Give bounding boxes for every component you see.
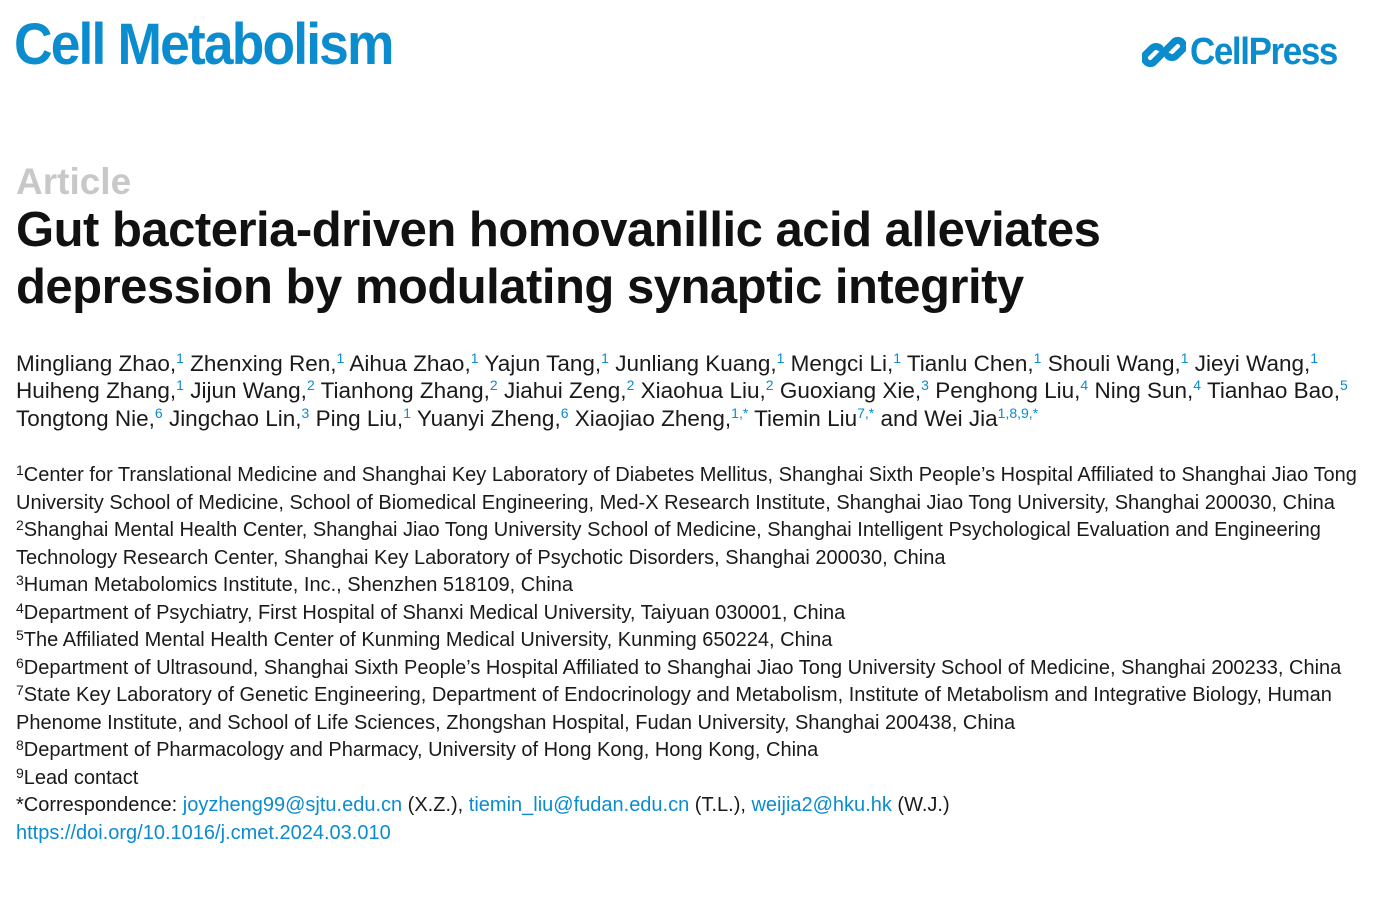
author — [190, 378, 315, 403]
affiliation — [16, 517, 1376, 572]
affiliation-number: 5 — [16, 627, 24, 643]
author-name: Xiaohua Liu — [640, 378, 760, 404]
author-name: and Wei Jia — [880, 405, 998, 431]
journal-name: Cell Metabolism — [14, 12, 393, 77]
author-name: Shouli Wang — [1047, 351, 1175, 376]
affiliation-text: Department of Pharmacology and Pharmacy, University of Hong Kong, Hong Kong, China — [23, 739, 819, 761]
author-separator: , — [1027, 351, 1034, 376]
author-affiliation-ref[interactable]: 1 — [470, 350, 479, 366]
author-affiliation-ref[interactable]: 4 — [1193, 377, 1202, 394]
author-separator: , — [483, 378, 490, 404]
author-name: Jiahui Zeng — [503, 378, 621, 404]
author-affiliation-ref[interactable]: 2 — [306, 377, 315, 394]
email-link-w-jia[interactable]: weijia2@hku.hk — [751, 794, 892, 816]
author-separator: , — [300, 378, 307, 404]
affiliation-number: 3 — [16, 572, 24, 588]
author-separator: , — [554, 405, 561, 431]
author-name: Tianhao Bao — [1206, 378, 1334, 404]
affiliation-number: 9 — [16, 764, 24, 781]
author-name: Penghong Liu — [935, 378, 1075, 404]
email-link-t-liu[interactable]: tiemin_liu@fudan.edu.cn — [468, 794, 690, 816]
affiliation-number: 4 — [16, 599, 24, 616]
affiliation-number: 1 — [16, 462, 24, 478]
author-name: Zhenxing Ren — [190, 351, 331, 376]
author — [321, 378, 498, 403]
author — [1195, 351, 1318, 376]
affiliation-text: Human Metabolomics Institute, Inc., Shenzhen 518109, China — [23, 574, 574, 596]
cellpress-logo-icon — [1142, 30, 1186, 74]
author — [190, 351, 344, 376]
author-affiliation-ref[interactable]: 1 — [776, 350, 785, 366]
author-affiliation-ref[interactable]: 3 — [301, 404, 310, 421]
author-name: Jieyi Wang — [1194, 351, 1305, 376]
affiliation-number: 8 — [16, 737, 24, 753]
author-separator: , — [1074, 378, 1081, 404]
affiliations-block — [16, 462, 1376, 847]
author-separator: , — [1333, 378, 1340, 404]
affiliation-text: Shanghai Mental Health Center, Shanghai Jiao Tong University School of Medicine, Shanghai Intelligent Psychological Evaluation and Engineering Technology Research Center, Shanghai Key Laboratory of Psychotic Disorders, Shanghai 200030, China — [16, 519, 1321, 569]
author-separator: , — [886, 351, 894, 376]
author-affiliation-ref[interactable]: 1 — [1033, 350, 1042, 366]
author — [754, 406, 874, 431]
author — [417, 406, 569, 431]
author — [791, 351, 901, 376]
author — [880, 406, 1038, 431]
author — [16, 351, 184, 376]
author-separator: , — [759, 378, 766, 404]
author-name: Tongtong Nie — [16, 405, 149, 431]
author — [504, 378, 634, 403]
author-separator: , — [594, 351, 602, 376]
affiliation-number: 2 — [16, 517, 24, 533]
author-separator: , — [620, 378, 627, 404]
author-separator: , — [330, 351, 337, 376]
affiliation — [16, 655, 1376, 683]
author — [1048, 351, 1189, 376]
author — [907, 351, 1042, 376]
author-affiliation-ref[interactable]: 1 — [893, 350, 902, 366]
author-affiliation-ref[interactable]: 1 — [403, 404, 411, 421]
author-name: Jingchao Lin — [168, 405, 296, 431]
author-affiliation-ref[interactable]: 2 — [765, 377, 774, 394]
author-separator: , — [914, 378, 922, 404]
email-initials: (T.L.), — [689, 794, 752, 816]
affiliation — [16, 627, 1376, 655]
author-separator: , — [396, 405, 404, 431]
author-name: Aihua Zhao — [349, 351, 465, 376]
correspondence — [16, 792, 1376, 820]
author-affiliation-ref[interactable]: 7,* — [857, 404, 875, 421]
author-separator: , — [1174, 351, 1181, 376]
author-name: Yajun Tang — [484, 351, 595, 376]
author-affiliation-ref[interactable]: 1,* — [731, 404, 749, 421]
correspondence-label: Correspondence: — [23, 794, 183, 816]
author-separator: , — [1187, 378, 1194, 404]
affiliation — [16, 600, 1376, 628]
author — [575, 406, 749, 431]
author-name: Junliang Kuang — [615, 351, 771, 376]
author-affiliation-ref[interactable]: 6 — [154, 404, 163, 421]
author-separator: , — [169, 378, 177, 404]
author — [169, 406, 309, 431]
author — [349, 351, 478, 376]
author-name: Jijun Wang — [190, 378, 301, 404]
author-name: Huiheng Zhang — [16, 378, 170, 404]
doi-line — [16, 820, 1376, 848]
affiliation-text: State Key Laboratory of Genetic Engineering, Department of Endocrinology and Metabolism, Institute of Metabolism and Integrative Biology, Human Phenome Institute, and School of Life Sciences, Zhongshan Hospital, Fudan University, Shanghai 200438, China — [16, 684, 1332, 734]
author-name: Guoxiang Xie — [779, 378, 915, 404]
author-name: Tianlu Chen — [906, 351, 1028, 376]
author-affiliation-ref[interactable]: 6 — [560, 404, 569, 421]
doi-link[interactable]: https://doi.org/10.1016/j.cmet.2024.03.010 — [16, 821, 391, 844]
author-name: Tianhong Zhang — [320, 378, 484, 404]
author-affiliation-ref[interactable]: 1 — [176, 350, 184, 366]
correspondence-mark: * — [16, 794, 24, 816]
author-affiliation-ref[interactable]: 1 — [336, 350, 345, 366]
affiliation-number: 6 — [16, 654, 24, 671]
author — [780, 378, 929, 403]
author — [484, 351, 609, 376]
affiliation — [16, 462, 1376, 517]
author-affiliation-ref[interactable]: 1 — [176, 377, 184, 394]
author-separator: , — [295, 405, 302, 431]
affiliation-number: 7 — [16, 682, 24, 698]
author-name: Tiemin Liu — [754, 405, 858, 431]
author-name: Xiaojiao Zheng — [574, 405, 725, 431]
author-separator: , — [169, 351, 177, 376]
author-affiliation-ref[interactable]: 1 — [601, 350, 609, 366]
author — [641, 378, 774, 403]
affiliation-text: Lead contact — [23, 766, 139, 789]
affiliation-text: Center for Translational Medicine and Shanghai Key Laboratory of Diabetes Mellitus, Shanghai Sixth People’s Hospital Affiliated to Shanghai Jiao Tong University School of Medicine, School of Biomedical Engineering, Med-X Research Institute, Shanghai Jiao Tong University, Shanghai 200030, China — [16, 464, 1357, 514]
author-name: Mengci Li — [790, 351, 887, 376]
author-affiliation-ref[interactable]: 3 — [921, 377, 929, 394]
affiliation-list — [16, 462, 1376, 792]
publisher-name: CellPress — [1190, 31, 1337, 73]
author — [1207, 378, 1348, 403]
affiliation — [16, 572, 1376, 600]
email-initials: (W.J.) — [891, 794, 950, 816]
author-name: Ning Sun — [1094, 378, 1188, 404]
email-link-x-zheng[interactable]: joyzheng99@sjtu.edu.cn — [182, 794, 403, 816]
author-separator: , — [464, 351, 471, 376]
author-name: Ping Liu — [315, 405, 397, 431]
author-affiliation-ref[interactable]: 1,8,9,* — [997, 404, 1039, 421]
author-separator: , — [724, 405, 732, 431]
author — [16, 378, 184, 403]
affiliation-text: Department of Ultrasound, Shanghai Sixth People’s Hospital Affiliated to Shanghai Jiao Tong University School of Medicine, Shanghai 200233, China — [23, 656, 1342, 679]
email-initials: (X.Z.), — [402, 794, 469, 816]
author-name: Mingliang Zhao — [16, 351, 170, 376]
author-affiliation-ref[interactable]: 1 — [1310, 350, 1319, 366]
author — [1094, 378, 1201, 403]
author-affiliation-ref[interactable]: 1 — [1180, 350, 1189, 366]
author-name: Yuanyi Zheng — [416, 405, 555, 431]
author-affiliation-ref[interactable]: 5 — [1339, 377, 1348, 394]
author-affiliation-ref[interactable]: 2 — [626, 377, 635, 394]
author-separator: , — [770, 351, 777, 376]
affiliation-text: The Affiliated Mental Health Center of Kunming Medical University, Kunming 650224, China — [23, 629, 833, 651]
article-type: Article — [16, 161, 132, 202]
author — [615, 351, 784, 376]
article-title: Gut bacteria-driven homovanillic acid alleviates depression by modulating synaptic integrity — [16, 203, 1101, 314]
affiliation — [16, 682, 1376, 737]
author — [16, 406, 163, 431]
author — [316, 406, 411, 431]
publisher-logo[interactable] — [1142, 30, 1350, 74]
affiliation — [16, 765, 1376, 793]
author-affiliation-ref[interactable]: 2 — [489, 377, 498, 394]
author-affiliation-ref[interactable]: 4 — [1080, 377, 1089, 394]
author-separator: , — [148, 405, 155, 431]
author-separator: , — [1304, 351, 1311, 376]
affiliation — [16, 737, 1376, 765]
author — [935, 378, 1088, 403]
affiliation-text: Department of Psychiatry, First Hospital of Shanxi Medical University, Taiyuan 030001, China — [23, 601, 846, 624]
author-list — [16, 350, 1376, 432]
